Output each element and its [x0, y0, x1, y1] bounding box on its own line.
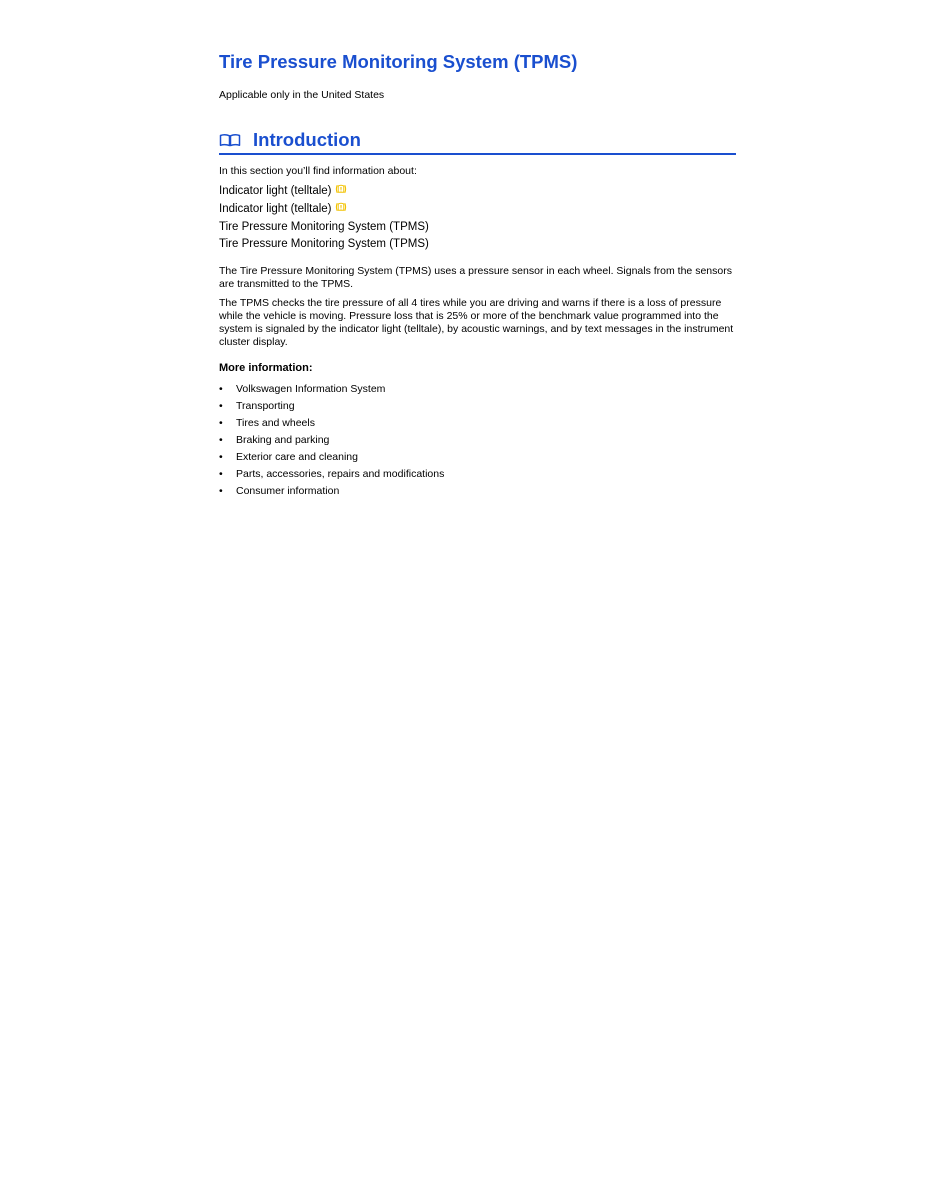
- topic-list: [219, 183, 736, 253]
- intro-lead: In this section you’ll find information about:: [219, 165, 417, 177]
- section-heading-introduction: [219, 128, 736, 155]
- bullet: •: [219, 417, 223, 429]
- link-label: Tires and wheels: [236, 417, 315, 429]
- section-title: Introduction: [253, 129, 361, 150]
- tpms-telltale-icon: [335, 202, 347, 219]
- topic-link-tpms[interactable]: Tire Pressure Monitoring System (TPMS): [219, 221, 429, 233]
- link-label: Exterior care and cleaning: [236, 451, 358, 463]
- topic-link-indicator-light[interactable]: [219, 201, 736, 219]
- book-icon: [219, 133, 241, 147]
- body-paragraph: The Tire Pressure Monitoring System (TPMS) uses a pressure sensor in each wheel. Signals from the sensors are transmitted to the TPMS.: [219, 265, 732, 290]
- more-information-heading: More information:: [219, 362, 313, 374]
- more-information-list: [219, 381, 736, 500]
- bullet: •: [219, 451, 223, 463]
- more-info-link[interactable]: [219, 449, 736, 466]
- more-info-link[interactable]: [219, 415, 736, 432]
- bullet: •: [219, 434, 223, 446]
- more-info-link[interactable]: [219, 398, 736, 415]
- bullet: •: [219, 468, 223, 480]
- topic-link-indicator-light[interactable]: [219, 183, 736, 201]
- applicability-note: Applicable only in the United States: [219, 89, 385, 101]
- more-info-link[interactable]: [219, 466, 736, 483]
- more-info-link[interactable]: [219, 432, 736, 449]
- link-label: Braking and parking: [236, 434, 330, 446]
- bullet: •: [219, 485, 223, 497]
- tpms-telltale-icon: [335, 184, 347, 201]
- link-label: Volkswagen Information System: [236, 383, 386, 395]
- link-label: Transporting: [236, 400, 295, 412]
- page: [219, 50, 736, 500]
- body-paragraph: The TPMS checks the tire pressure of all 4 tires while you are driving and warns if there is a loss of pressure while the vehicle is moving. Pressure loss that is 25% or more of the benchmark value programmed into the system is signaled by the indicator light (telltale), by acoustic warnings, and by text messages in the instrument cluster display.: [219, 297, 734, 348]
- topic-link-tpms[interactable]: Tire Pressure Monitoring System (TPMS): [219, 238, 429, 250]
- bullet: •: [219, 400, 223, 412]
- more-info-link[interactable]: [219, 483, 736, 500]
- link-label: Consumer information: [236, 485, 340, 497]
- bullet: •: [219, 383, 223, 395]
- page-title: Tire Pressure Monitoring System (TPMS): [219, 51, 578, 72]
- topic-label: Indicator light (telltale): [219, 185, 332, 197]
- more-info-link[interactable]: [219, 381, 736, 398]
- topic-label: Indicator light (telltale): [219, 203, 332, 215]
- link-label: Parts, accessories, repairs and modifications: [236, 468, 445, 480]
